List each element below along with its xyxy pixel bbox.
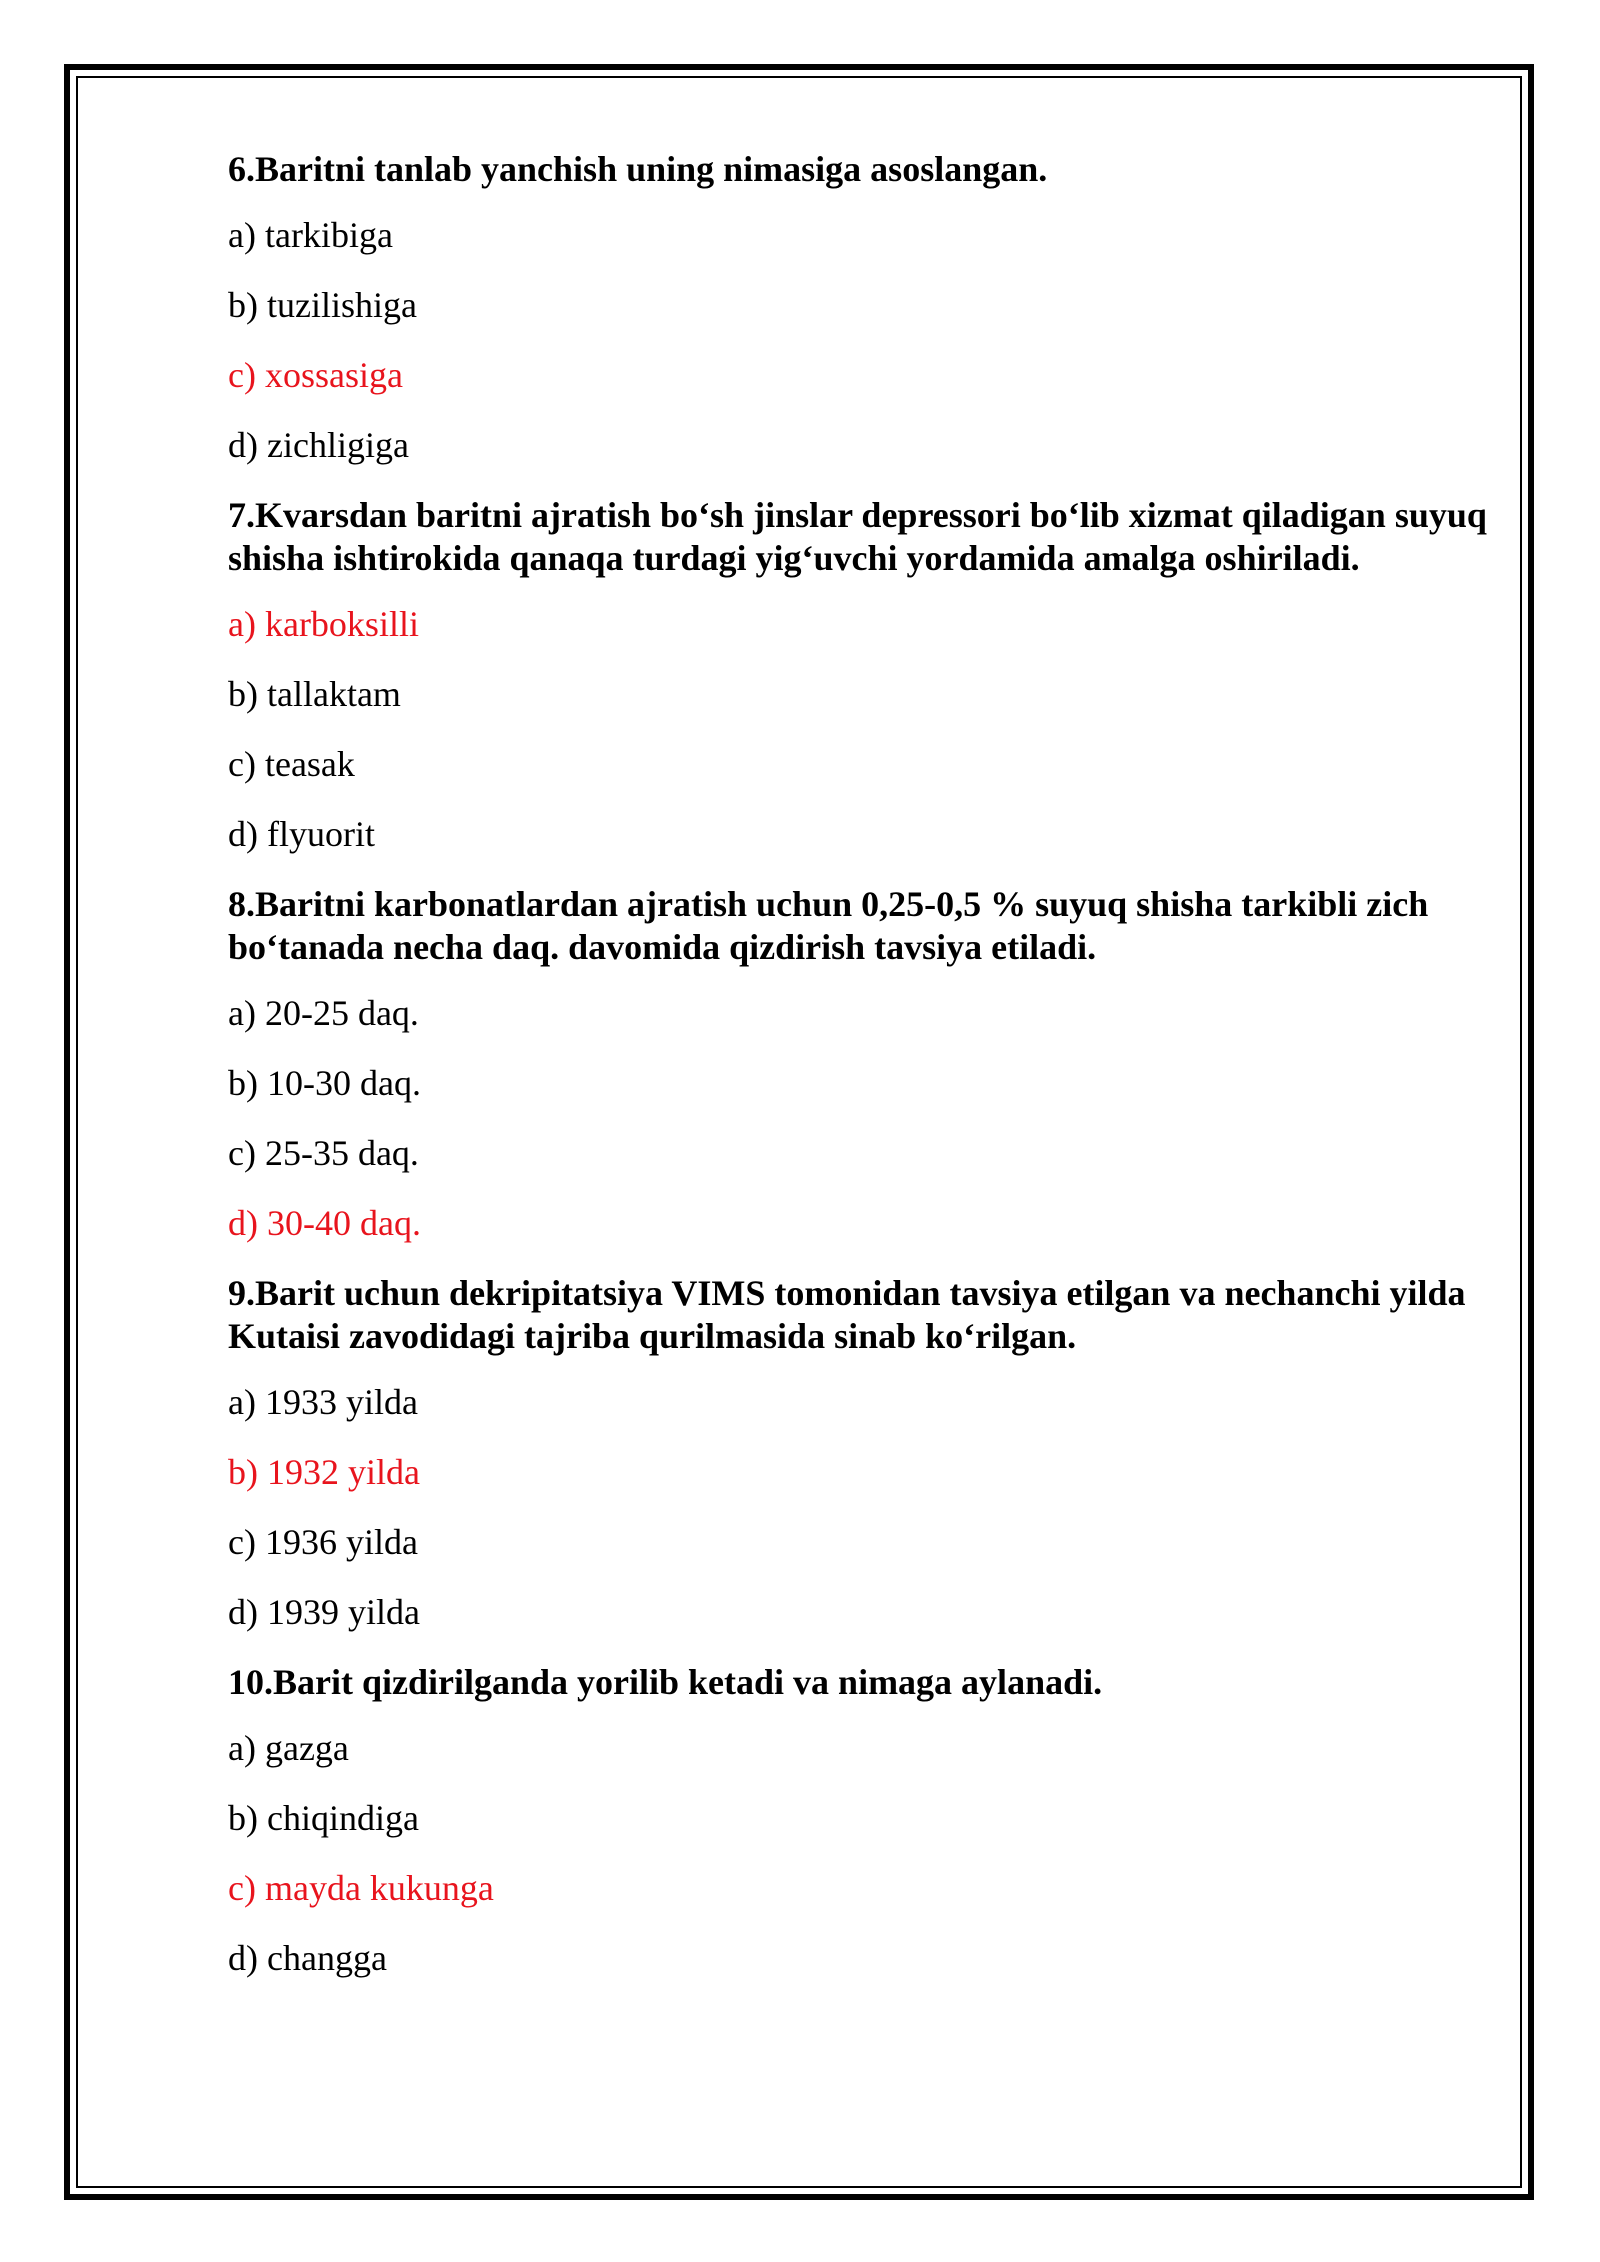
question-block-6	[228, 148, 1490, 467]
question-10-text: 10.Barit qizdirilganda yorilib ketadi va nimaga aylanadi.	[228, 1662, 1103, 1702]
question-6-option-a: a) tarkibiga	[228, 215, 393, 255]
question-10-option-a: a) gazga	[228, 1728, 349, 1768]
question-9-option-c: c) 1936 yilda	[228, 1522, 418, 1562]
question-7-option-a-correct: a) karboksilli	[228, 604, 419, 644]
question-8-option-a: a) 20-25 daq.	[228, 993, 419, 1033]
question-9-option-a: a) 1933 yilda	[228, 1382, 418, 1422]
question-7-option-b: b) tallaktam	[228, 674, 401, 714]
question-10-option-d: d) changga	[228, 1938, 387, 1978]
question-9-option-d: d) 1939 yilda	[228, 1592, 420, 1632]
question-9-text: 9.Barit uchun dekripitatsiya VIMS tomonidan tavsiya etilgan va nechanchi yilda Kutaisi zavodidagi tajriba qurilmasida sinab ko‘rilgan.	[228, 1273, 1466, 1356]
question-10-option-b: b) chiqindiga	[228, 1798, 419, 1838]
question-6-option-b: b) tuzilishiga	[228, 285, 417, 325]
question-8-option-c: c) 25-35 daq.	[228, 1133, 419, 1173]
question-7-option-c: c) teasak	[228, 744, 355, 784]
question-8-option-b: b) 10-30 daq.	[228, 1063, 421, 1103]
quiz-content	[228, 148, 1490, 2007]
question-8-option-d-correct: d) 30-40 daq.	[228, 1203, 421, 1243]
question-block-8	[228, 883, 1490, 1245]
question-7-text: 7.Kvarsdan baritni ajratish bo‘sh jinslar depressori bo‘lib xizmat qiladigan suyuq shisha ishtirokida qanaqa turdagi yig‘uvchi yordamida amalga oshiriladi.	[228, 495, 1487, 578]
question-6-option-c-correct: c) xossasiga	[228, 355, 403, 395]
question-block-10	[228, 1661, 1490, 1980]
question-block-7	[228, 494, 1490, 856]
question-6-text: 6.Baritni tanlab yanchish uning nimasiga asoslangan.	[228, 149, 1048, 189]
question-8-text: 8.Baritni karbonatlardan ajratish uchun 0,25-0,5 % suyuq shisha tarkibli zich bo‘tanada necha daq. davomida qizdirish tavsiya etiladi.	[228, 884, 1429, 967]
question-block-9	[228, 1272, 1490, 1634]
question-6-option-d: d) zichligiga	[228, 425, 409, 465]
question-10-option-c-correct: c) mayda kukunga	[228, 1868, 494, 1908]
question-9-option-b-correct: b) 1932 yilda	[228, 1452, 420, 1492]
question-7-option-d: d) flyuorit	[228, 814, 375, 854]
